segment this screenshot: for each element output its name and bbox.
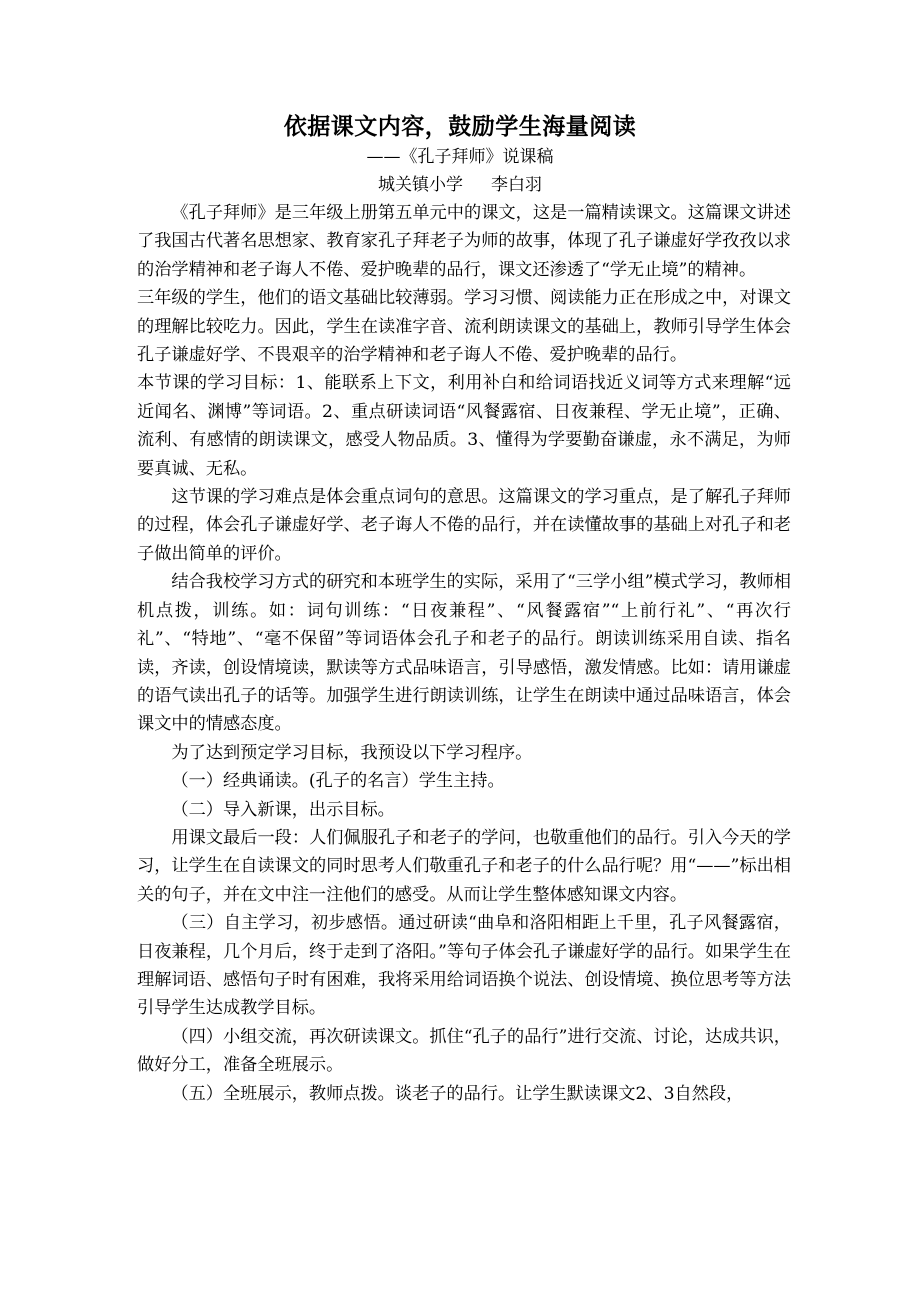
paragraph: 三年级的学生，他们的语文基础比较薄弱。学习习惯、阅读能力正在形成之中，对课文的理解比较吃力。因此，学生在读准字音、流利朗读课文的基础上，教师引导学生体会孔子谦虚好学、不畏艰辛的治学精神和老子诲人不倦、爱护晚辈的品行。 <box>137 288 791 366</box>
document-subtitle: ——《孔子拜师》说课稿 <box>366 147 554 167</box>
paragraph: 《孔子拜师》是三年级上册第五单元中的课文，这是一篇精读课文。这篇课文讲述了我国古代著名思想家、教育家孔子拜老子为师的故事，体现了孔子谦虚好学孜孜以求的治学精神和老子诲人不倦、爱护晚辈的品行，课文还渗透了“学无止境”的精神。 <box>137 203 791 280</box>
paragraph: 用课文最后一段：人们佩服孔子和老子的学问，也敬重他们的品行。引入今天的学习，让学生在自读课文的同时思考人们敬重孔子和老子的什么品行呢？用“——”标出相关的句子，并在文中注一注他们的感受。从而让学生整体感知课文内容。 <box>137 827 791 905</box>
paragraph: 本节课的学习目标：1、能联系上下文，利用补白和给词语找近义词等方式来理解“远近闻名、渊博”等词语。2、重点研读词语“风餐露宿、日夜兼程、学无止境”，正确、流利、有感情的朗读课文，感受人物品质。3、懂得为学要勤奋谦虚，永不满足，为师要真诚、无私。 <box>137 373 791 479</box>
paragraph: 为了达到预定学习目标，我预设以下学习程序。 <box>171 742 533 763</box>
paragraph: （二）导入新课，出示目标。 <box>171 799 395 820</box>
paragraph: （四）小组交流，再次研读课文。抓住“孔子的品行”进行交流、讨论，达成共识，做好分工，准备全班展示。 <box>137 1026 791 1076</box>
author-line <box>0 171 920 199</box>
author-name: 李白羽 <box>491 175 542 195</box>
paragraph: （一）经典诵读。(孔子的名言）学生主持。 <box>171 771 505 792</box>
paragraph: （三）自主学习，初步感悟。通过研读“曲阜和洛阳相距上千里，孔子风餐露宿，日夜兼程，几个月后，终于走到了洛阳。”等句子体会孔子谦虚好学的品行。如果学生在理解词语、感悟句子时有困难，我将采用给词语换个说法、创设情境、换位思考等方法引导学生达成教学目标。 <box>137 913 791 1019</box>
author-school: 城关镇小学 <box>378 175 463 195</box>
paragraph: 结合我校学习方式的研究和本班学生的实际，采用了“三学小组”模式学习，教师相机点拨，训练。如：词句训练：“日夜兼程”、“风餐露宿”“上前行礼”、“再次行礼”、“特地”、“毫不保留”等词语体会孔子和老子的品行。朗读训练采用自读、指名读，齐读，创设情境读，默读等方式品味语言，引导感悟，激发情感。比如：请用谦虚的语气读出孔子的话等。加强学生进行朗读训练，让学生在朗读中通过品味语言，体会课文中的情感态度。 <box>137 572 791 735</box>
document-title: 依据课文内容，鼓励学生海量阅读 <box>283 114 637 140</box>
document-body <box>137 199 791 1108</box>
paragraph: 这节课的学习难点是体会重点词句的意思。这篇课文的学习重点，是了解孔子拜师的过程，体会孔子谦虚好学、老子诲人不倦的品行，并在读懂故事的基础上对孔子和老子做出简单的评价。 <box>137 487 791 564</box>
paragraph: （五）全班展示，教师点拨。谈老子的品行。让学生默读课文2、3自然段， <box>171 1083 744 1104</box>
